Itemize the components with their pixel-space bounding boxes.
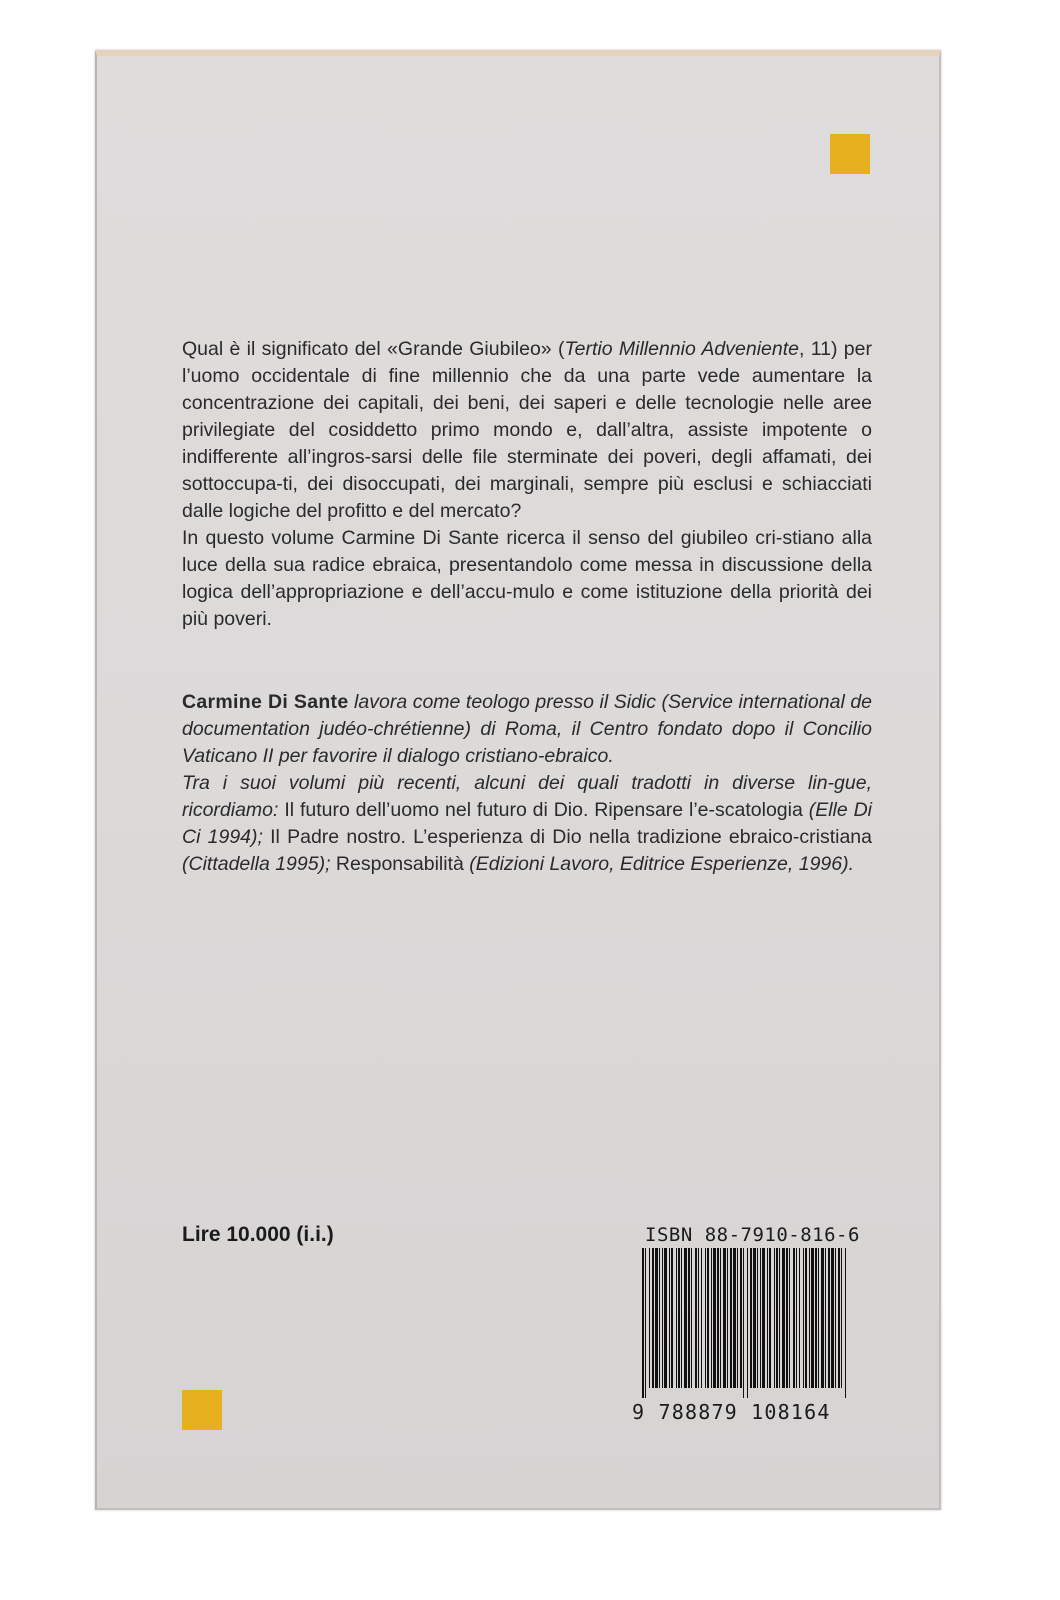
barcode-bar (698, 1248, 699, 1388)
blurb-paragraph-1: Qual è il significato del «Grande Giubileo» (Tertio Millennio Adveniente, 11) per l’uomo occidentale di fine millennio che da una parte vede aumentare la concentrazione dei capitali, dei beni, dei saperi e delle tecnologie nelle aree privilegiate del cosiddetto primo mondo e, dall’altra, assiste impotente o indifferente all’ingros-sarsi delle file sterminate dei poveri, degli affamati, dei sottoccupa-ti, dei disoccupati, dei marginali, sempre più esclusi e schiacciati dalle logiche del profitto e del mercato? (182, 338, 872, 522)
barcode-bar (662, 1248, 663, 1388)
barcode-bar (799, 1248, 800, 1388)
barcode-bar (841, 1248, 842, 1388)
barcode-bar (711, 1248, 712, 1388)
barcode-bar (730, 1248, 732, 1388)
author-bio (182, 689, 872, 878)
barcode-bar (649, 1248, 650, 1388)
barcode-bar (669, 1248, 670, 1388)
bio-paragraph-1: Carmine Di Sante lavora come teologo presso il Sidic (Service international de documentation judéo-chrétienne) di Roma, il Centro fondato dopo il Concilio Vaticano II per favorire il dialogo cristiano-ebraico. (182, 691, 873, 767)
barcode-bar (691, 1248, 692, 1388)
barcode-bar (821, 1248, 824, 1388)
blurb-italic-title: Tertio Millennio Adveniente (564, 338, 799, 360)
barcode-bar (701, 1248, 702, 1388)
barcode-bar (747, 1248, 748, 1398)
barcode-bar (688, 1248, 690, 1388)
barcode-bar (845, 1248, 846, 1398)
barcode-bar (655, 1248, 658, 1388)
author-name: Carmine Di Sante (182, 691, 349, 713)
bio-paragraph-2: Tra i suoi volumi più recenti, alcuni dei quali tradotti in diverse lin-gue, ricordiamo: Il futuro dell’uomo nel futuro di Dio. Ripensare l’e-scatologia (Elle Di Ci 1994); Il Padre nostro. L’esperienza di Dio nella tradizione ebraico-cristiana (Cittadella 1995); Responsabilità (Edizioni Lavoro, Editrice Esperienze, 1996). (182, 772, 872, 875)
barcode-bar (811, 1248, 814, 1388)
barcode-bar (743, 1248, 744, 1398)
barcode-bar (695, 1248, 697, 1388)
barcode-bar (705, 1248, 706, 1388)
barcode-bar (671, 1248, 673, 1388)
blurb-paragraph-2: In questo volume Carmine Di Sante ricerca il senso del giubileo cri-stiano alla luce della sua radice ebraica, presentandolo come messa in discussione della logica dell’appropriazione e dell’accu-mulo e come istituzione della priorità dei più poveri. (182, 527, 872, 630)
barcode-bar (717, 1248, 719, 1388)
barcode-bar (642, 1248, 644, 1398)
barcode-bar (779, 1248, 780, 1388)
barcode-bar (782, 1248, 785, 1388)
barcode-bar (818, 1248, 819, 1388)
barcode-bar (737, 1248, 738, 1388)
barcode-bar (803, 1248, 804, 1388)
barcode-bar (720, 1248, 721, 1388)
barcode-bar (645, 1248, 646, 1398)
barcode-bar (753, 1248, 756, 1388)
barcode-bar (774, 1248, 775, 1388)
yellow-square-bottom (182, 1390, 222, 1430)
book-back-cover (95, 50, 941, 1510)
barcode-bar (676, 1248, 677, 1388)
barcode-bar (838, 1248, 840, 1388)
barcode-bar (809, 1248, 810, 1388)
barcode-bar (740, 1248, 742, 1388)
barcode-bar (767, 1248, 768, 1388)
barcode-bar (815, 1248, 817, 1388)
isbn-label: ISBN 88-7910-816-6 (645, 1224, 860, 1246)
barcode-bar (733, 1248, 736, 1388)
barcode-bar (659, 1248, 660, 1388)
barcode-bar (713, 1248, 716, 1388)
barcode-bar (825, 1248, 826, 1388)
barcode-bar (835, 1248, 836, 1388)
barcode-bar (750, 1248, 752, 1388)
barcode-bar (684, 1248, 687, 1388)
barcode-bar (707, 1248, 709, 1388)
barcode-bar (664, 1248, 667, 1388)
barcode-bar (776, 1248, 778, 1388)
price-label: Lire 10.000 (i.i.) (182, 1223, 334, 1246)
barcode-bar (805, 1248, 807, 1388)
barcode-digits: 9 788879 108164 (632, 1400, 831, 1424)
barcode-bar (723, 1248, 726, 1388)
yellow-square-top (830, 134, 870, 174)
blurb-text (182, 336, 872, 633)
barcode-bar (769, 1248, 771, 1388)
barcode-bar (727, 1248, 728, 1388)
barcode-bar (789, 1248, 790, 1388)
barcode-bar (831, 1248, 834, 1388)
barcode-bar (652, 1248, 654, 1388)
barcode-bar (760, 1248, 761, 1388)
barcode-bar (828, 1248, 830, 1388)
barcode-bar (762, 1248, 765, 1388)
barcode-bars (642, 1248, 850, 1398)
barcode-bar (786, 1248, 788, 1388)
barcode-bar (793, 1248, 795, 1388)
barcode-bar (681, 1248, 682, 1388)
barcode (642, 1248, 850, 1398)
barcode-bar (757, 1248, 758, 1388)
barcode-bar (796, 1248, 797, 1388)
barcode-bar (678, 1248, 680, 1388)
